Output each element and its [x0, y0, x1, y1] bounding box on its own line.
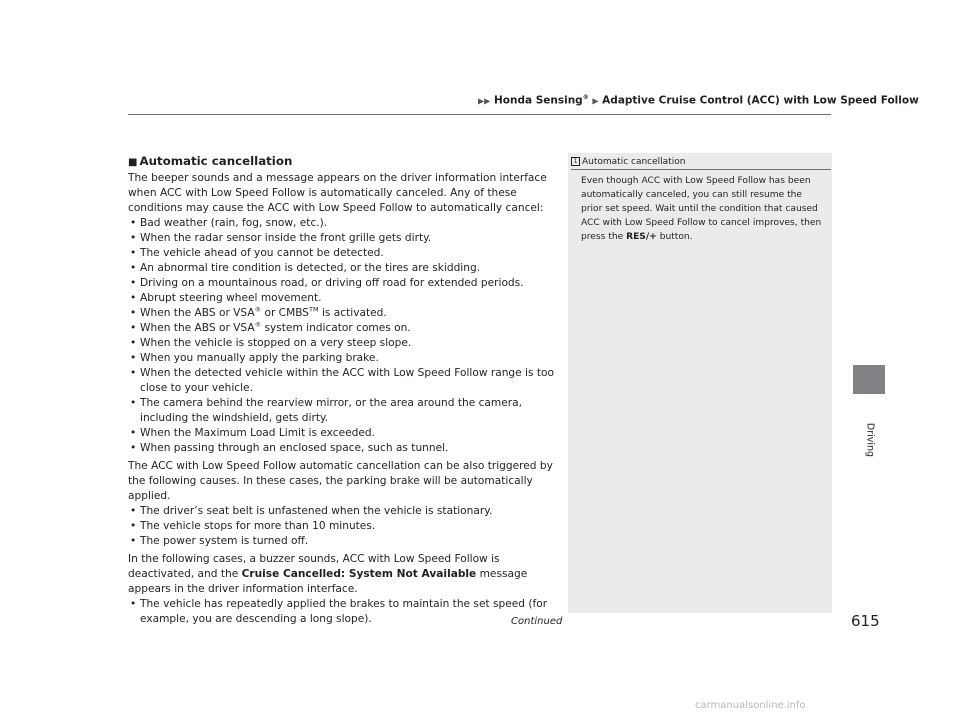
breadcrumb [478, 94, 919, 107]
list-item: • The power system is turned off. [128, 534, 563, 549]
section-heading-text: Automatic cancellation [139, 154, 293, 168]
cases-list [128, 597, 563, 627]
sidenote-divider [571, 169, 831, 170]
intro-paragraph: The beeper sounds and a message appears on the driver information interface when ACC with Low Speed Follow is automatically canceled. Any of these conditions may cause the ACC with Low Speed Follow to automatically cancel: [128, 172, 547, 214]
chapter-tab[interactable] [853, 365, 885, 394]
list-item: • Abrupt steering wheel movement. [128, 291, 563, 306]
page-number: 615 [851, 612, 880, 630]
res-button-label: RES/+ [626, 232, 657, 242]
message-name: Cruise Cancelled: System Not Available [241, 568, 477, 580]
list-item: • When the radar sensor inside the front grille gets dirty. [128, 231, 563, 246]
list-item: • The vehicle stops for more than 10 minutes. [128, 519, 563, 534]
triggered-paragraph: The ACC with Low Speed Follow automatic cancellation can be also triggered by the following causes. In these cases, the parking brake will be automatically applied. [128, 460, 553, 502]
continued-label: Continued [511, 616, 563, 627]
buzzer-paragraph: In the following cases, a buzzer sounds, ACC with Low Speed Follow is deactivated, and the Cruise Cancelled: System Not Available message appears in the driver information interface. [128, 553, 528, 595]
main-content [128, 153, 563, 627]
causes-list [128, 504, 563, 549]
list-item: • When the vehicle is stopped on a very steep slope. [128, 336, 563, 351]
list-item: • Driving on a mountainous road, or driving off road for extended periods. [128, 276, 563, 291]
watermark: carmanualsonline.info [695, 700, 806, 711]
list-item: • When the Maximum Load Limit is exceeded. [128, 426, 563, 441]
list-item: • The driver’s seat belt is unfastened when the vehicle is stationary. [128, 504, 563, 519]
list-item: • Bad weather (rain, fog, snow, etc.). [128, 216, 563, 231]
conditions-list [128, 216, 563, 456]
reference-marker-icon: 1 [571, 157, 580, 166]
sidenote-title [571, 157, 685, 167]
list-item: • When the ABS or VSA® or CMBS™ is activated. [128, 306, 563, 321]
sidenote-body: Even though ACC with Low Speed Follow has been automatically canceled, you can still resume the prior set speed. Wait until the condition that caused ACC with Low Speed Follow to cancel improves, then press the RES/+ button. [581, 176, 822, 242]
arrow-right-icon: ▶▶ [478, 96, 491, 106]
registered-mark: ® [582, 94, 589, 101]
list-item: • When the detected vehicle within the ACC with Low Speed Follow range is too close to your vehicle. [128, 366, 563, 396]
list-item: • When passing through an enclosed space, such as tunnel. [128, 441, 563, 456]
breadcrumb-section[interactable]: Honda Sensing [493, 94, 583, 107]
list-item: • When the ABS or VSA® system indicator comes on. [128, 321, 563, 336]
list-item: • When you manually apply the parking brake. [128, 351, 563, 366]
arrow-right-icon: ▶ [592, 96, 599, 106]
list-item: • An abnormal tire condition is detected, or the tires are skidding. [128, 261, 563, 276]
header-divider [128, 114, 831, 115]
breadcrumb-subsection[interactable]: Adaptive Cruise Control (ACC) with Low Speed Follow [602, 94, 919, 107]
list-item: • The vehicle ahead of you cannot be detected. [128, 246, 563, 261]
section-heading [128, 153, 563, 171]
list-item: • The vehicle has repeatedly applied the brakes to maintain the set speed (for example, you are descending a long slope). [128, 597, 563, 627]
sidenote-title-text: Automatic cancellation [582, 157, 686, 167]
square-bullet-icon: ■ [128, 157, 138, 168]
chapter-label: Driving [864, 422, 876, 458]
list-item: • The camera behind the rearview mirror, or the area around the camera, including the windshield, gets dirty. [128, 396, 563, 426]
